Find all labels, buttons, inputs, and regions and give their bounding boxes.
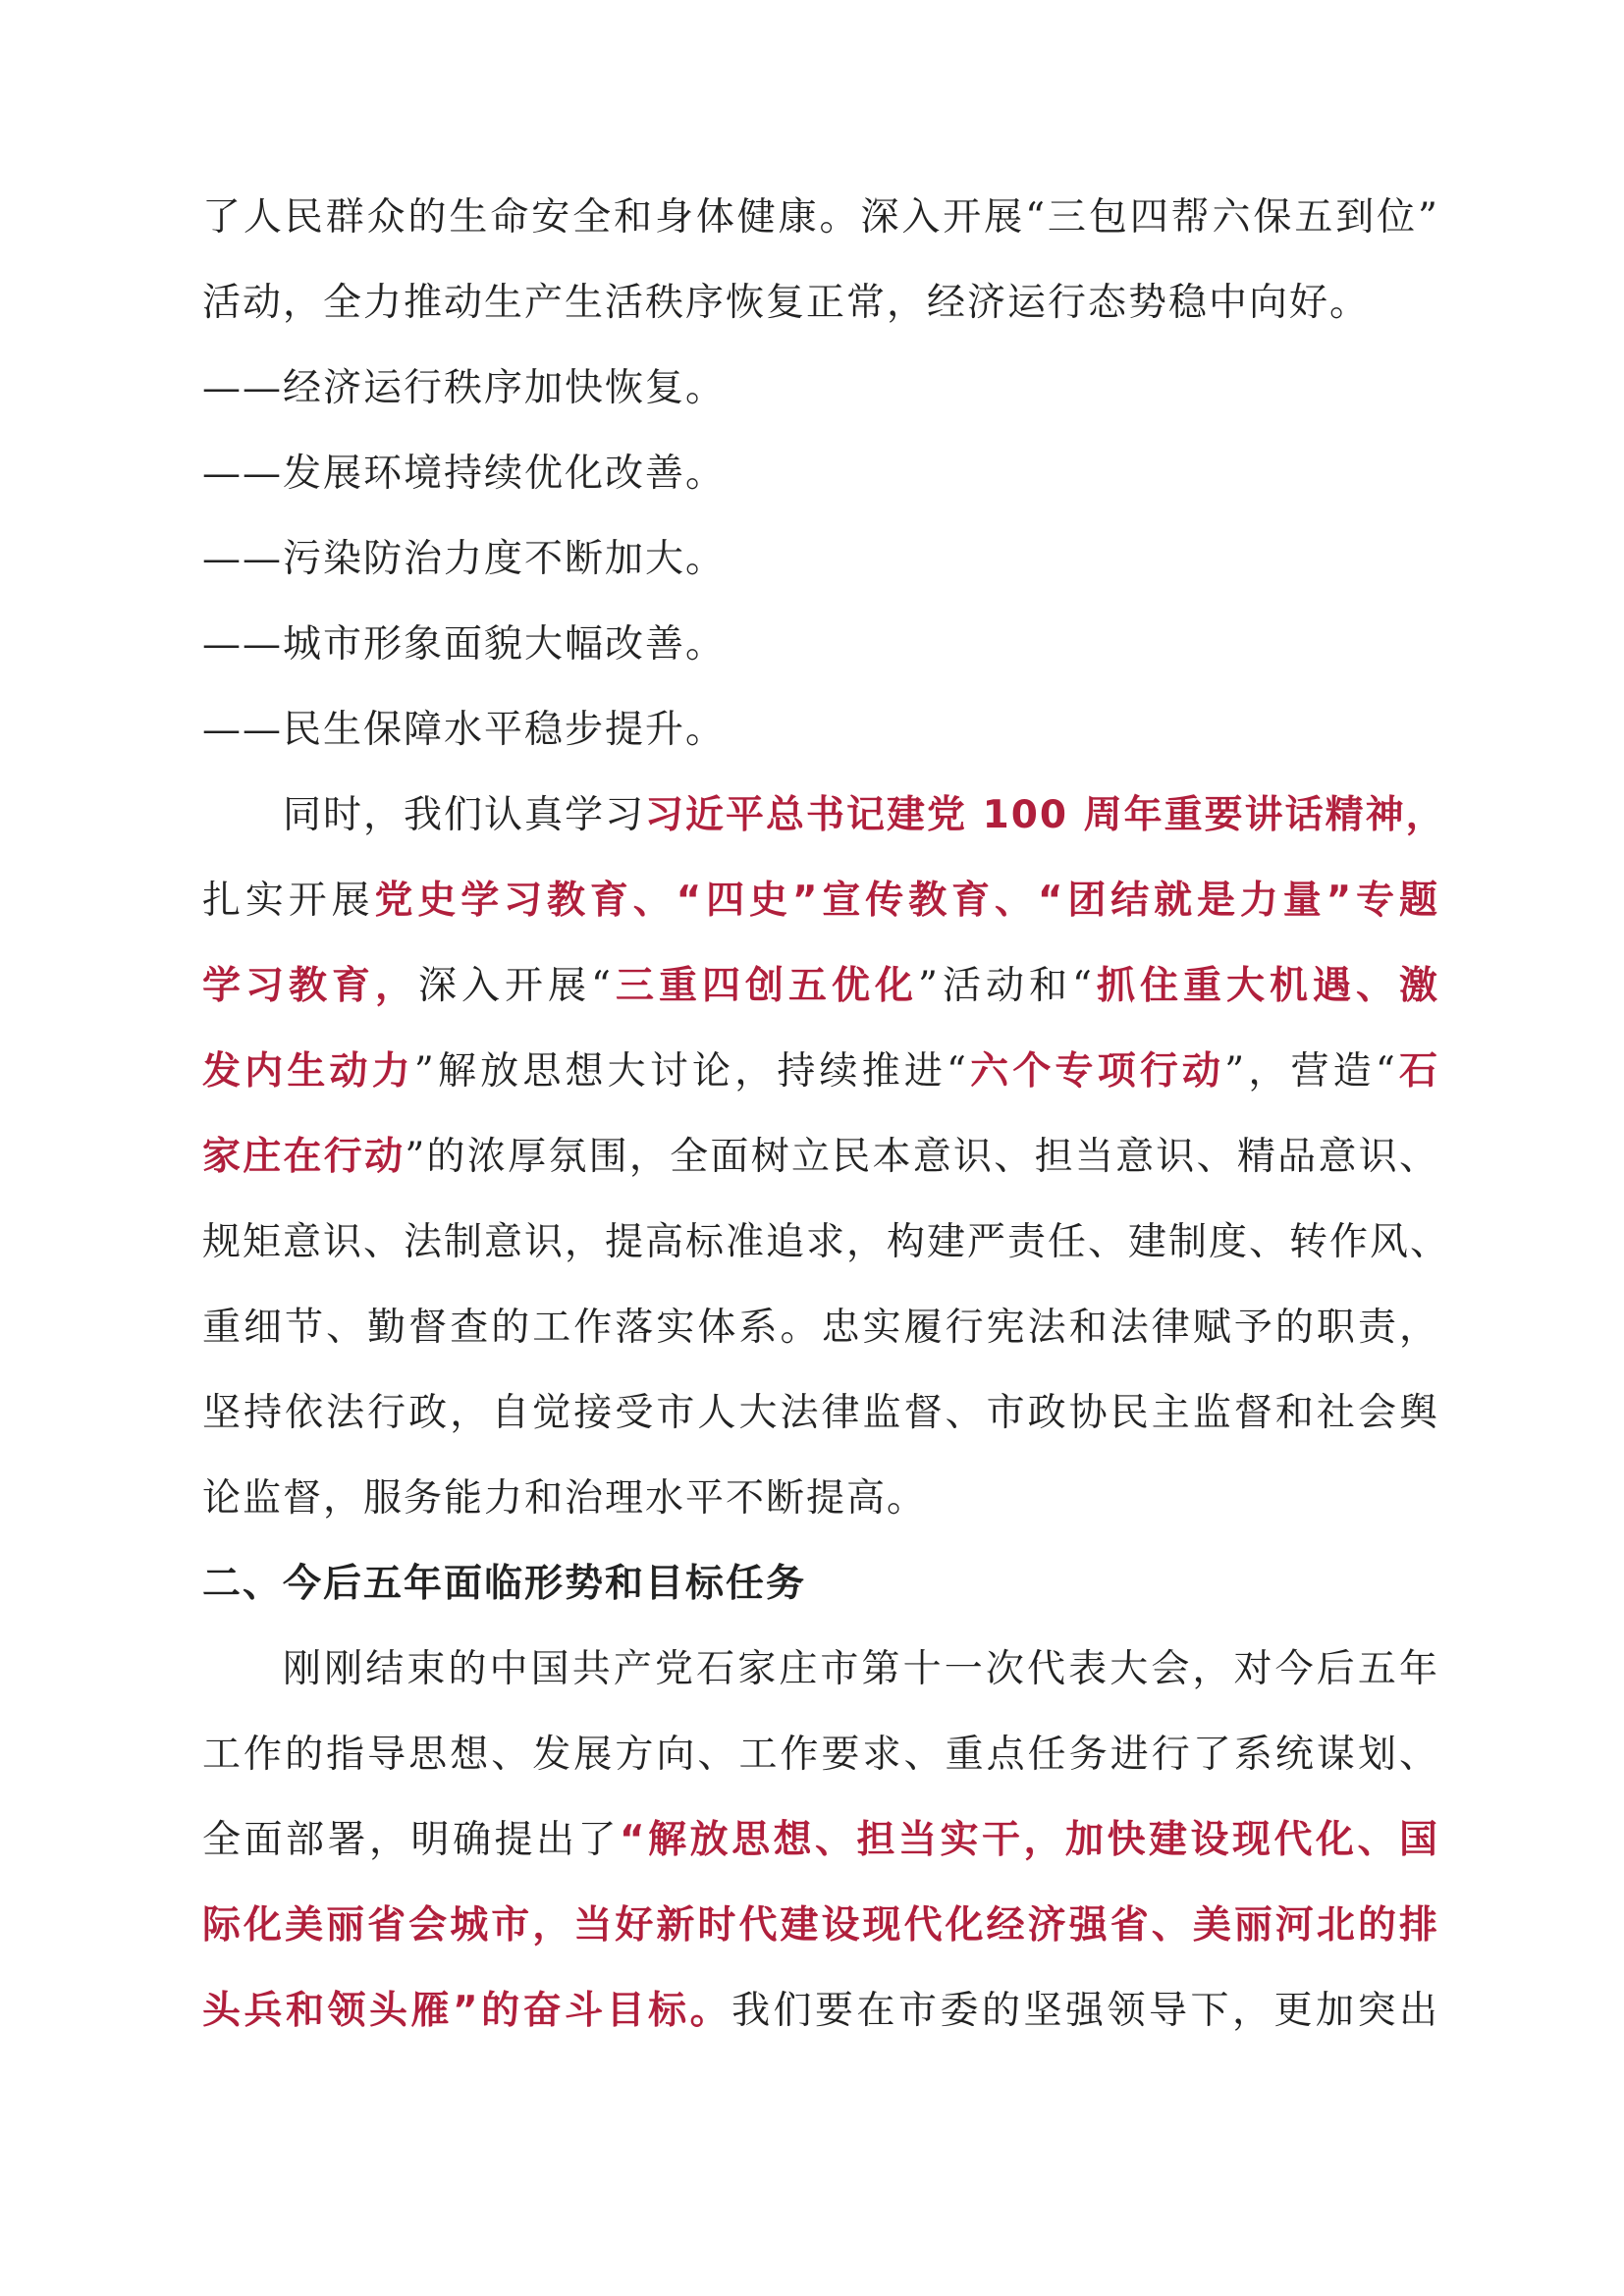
paragraph-2-line-8: 坚持依法行政，自觉接受市人大法律监督、市政协民主监督和社会舆: [202, 1391, 1439, 1435]
plain-text: ”解放思想大讨论，持续推进“: [413, 1049, 968, 1094]
bullet-item-2: ——发展环境持续优化改善。: [202, 452, 727, 496]
highlight-text: 党史学习教育、“四史”宣传教育、“团结就是力量”专题: [374, 879, 1439, 923]
bullet-item-4: ——城市形象面貌大幅改善。: [202, 622, 727, 667]
paragraph-2-line-1: [202, 773, 1446, 858]
plain-text: ”，营造“: [1224, 1049, 1397, 1094]
paragraph-1-line-2: 活动，全力推动生产生活秩序恢复正常，经济运行态势稳中向好。: [202, 281, 1371, 325]
highlight-text: 家庄在行动: [202, 1135, 406, 1179]
highlight-text: 三重四创五优化: [613, 964, 919, 1008]
plain-text: 扎实开展: [202, 879, 375, 923]
bullet-item-5: ——民生保障水平稳步提升。: [202, 708, 727, 752]
highlight-text: 际化美丽省会城市，当好新时代建设现代化经济强省、美丽河北的排: [202, 1903, 1439, 1948]
paragraph-3-line-2: 工作的指导思想、发展方向、工作要求、重点任务进行了系统谋划、: [202, 1733, 1439, 1777]
section-heading: 二、今后五年面临形势和目标任务: [202, 1562, 807, 1606]
paragraph-3-line-1: 刚刚结束的中国共产党石家庄市第十一次代表大会，对今后五年: [283, 1647, 1439, 1691]
plain-text: 我们要在市委的坚强领导下，更加突出: [731, 1989, 1439, 2033]
paragraph-1-line-1: 了人民群众的生命安全和身体健康。深入开展“三包四帮六保五到位”: [202, 195, 1439, 240]
highlight-text: 学习教育，: [202, 964, 419, 1008]
paragraph-2-line-7: 重细节、勤督查的工作落实体系。忠实履行宪法和法律赋予的职责，: [202, 1306, 1439, 1350]
highlight-text: 抓住重大机遇、激: [1093, 964, 1439, 1008]
paragraph-2-line-4: [202, 1029, 1439, 1114]
plain-text: ”的浓厚氛围，全面树立民本意识、担当意识、精品意识、: [405, 1135, 1439, 1179]
paragraph-2-line-3: [202, 943, 1439, 1029]
plain-text: ”活动和“: [918, 964, 1094, 1008]
plain-text: 同时，我们认真学习: [283, 793, 646, 837]
highlight-text: 六个专项行动: [968, 1049, 1225, 1094]
highlight-text: 头兵和领头雁”的奋斗目标。: [202, 1989, 732, 2033]
highlight-text: 石: [1396, 1049, 1439, 1094]
highlight-text: 习近平总书记建党 100 周年重要讲话精神，: [645, 793, 1446, 837]
paragraph-3-line-5: [202, 1968, 1439, 2054]
paragraph-2-line-5: [202, 1114, 1439, 1200]
paragraph-3-line-3: [202, 1797, 1439, 1883]
paragraph-2-line-9: 论监督，服务能力和治理水平不断提高。: [202, 1476, 928, 1521]
document-page: [202, 175, 1451, 2054]
bullet-item-3: ——污染防治力度不断加大。: [202, 537, 727, 581]
plain-text: 全面部署，明确提出了: [202, 1818, 620, 1862]
highlight-text: 发内生动力: [202, 1049, 414, 1094]
plain-text: 深入开展“: [418, 964, 613, 1008]
highlight-text: “解放思想、担当实干，加快建设现代化、国: [619, 1818, 1439, 1862]
bullet-item-1: ——经济运行秩序加快恢复。: [202, 366, 727, 410]
paragraph-2-line-6: 规矩意识、法制意识，提高标准追求，构建严责任、建制度、转作风、: [202, 1220, 1451, 1264]
paragraph-2-line-2: [202, 858, 1439, 943]
paragraph-3-line-4: [202, 1883, 1439, 1968]
